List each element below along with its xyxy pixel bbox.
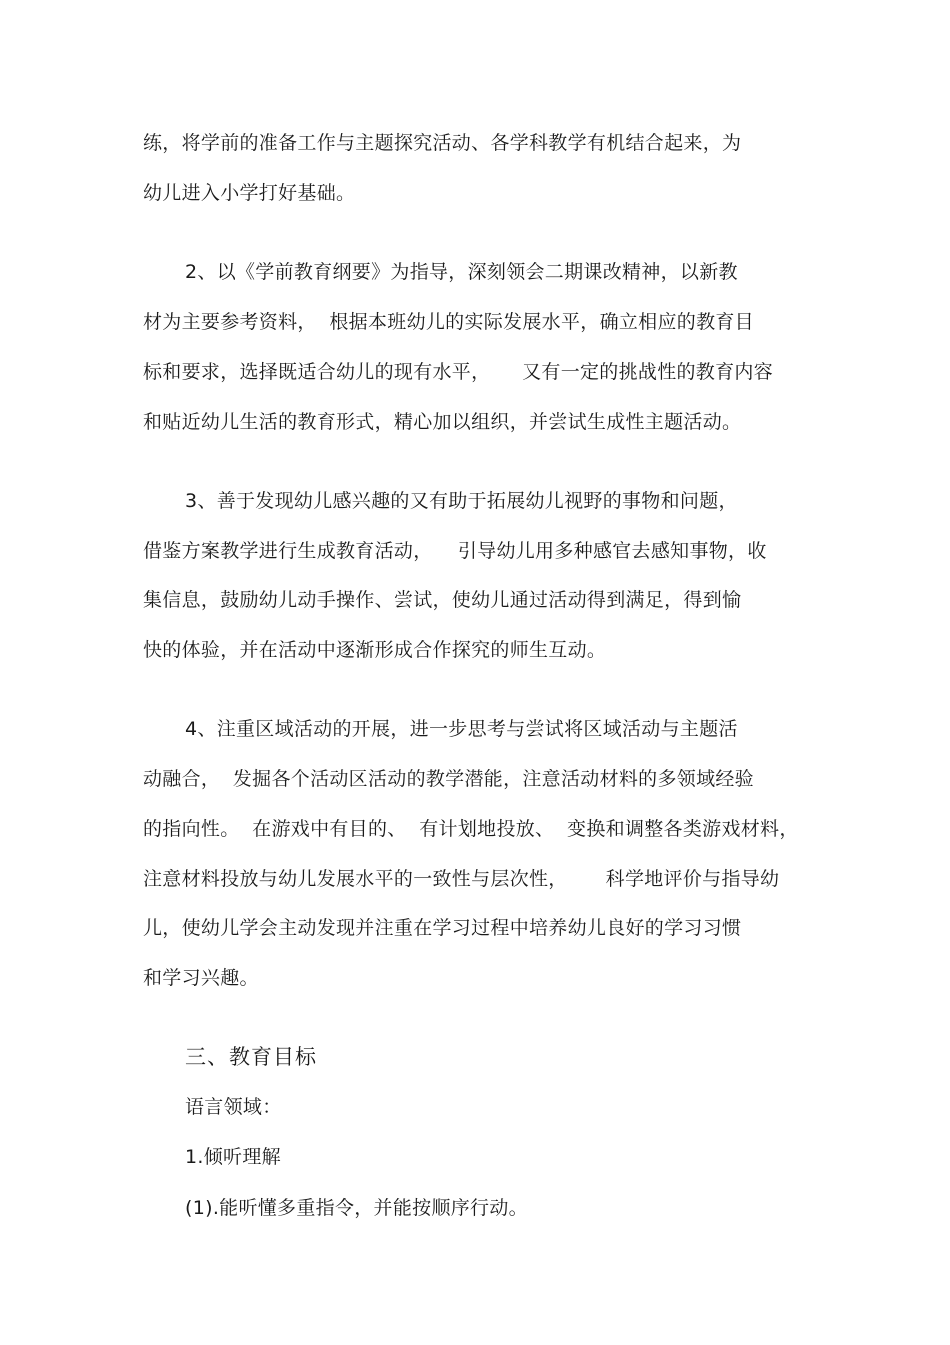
para3-line-3: 集信息，鼓励幼儿动手操作、尝试，使幼儿通过活动得到满足，得到愉 [143,589,742,611]
section-title: 三、教育目标 [185,1045,317,1069]
para2-line-1: 2、以《学前教育纲要》为指导，深刻领会二期课改精神，以新教 [185,261,738,283]
para4-line-3: 的指向性。 在游戏中有目的、 有计划地投放、 变换和调整各类游戏材料， [143,818,799,840]
para4-line-1: 4、注重区域活动的开展，进一步思考与尝试将区域活动与主题活 [185,718,738,740]
para4-line-2: 动融合， 发掘各个活动区活动的教学潜能，注意活动材料的多领域经验 [143,768,754,790]
section-subtitle: 语言领域： [185,1096,282,1118]
para4-line-4: 注意材料投放与幼儿发展水平的一致性与层次性， 科学地评价与指导幼 [143,868,780,890]
para3-line-1: 3、善于发现幼儿感兴趣的又有助于拓展幼儿视野的事物和问题， [185,490,738,512]
para4-line-6: 和学习兴趣。 [143,967,259,989]
para2-line-4: 和贴近幼儿生活的教育形式，精心加以组织，并尝试生成性主题活动。 [143,411,742,433]
para3-line-4: 快的体验，并在活动中逐渐形成合作探究的师生互动。 [143,639,607,661]
para1-line-2: 幼儿进入小学打好基础。 [143,182,356,204]
list-item-1: 1.倾听理解 [185,1146,281,1168]
para3-line-2: 借鉴方案教学进行生成教育活动， 引导幼儿用多种感官去感知事物，收 [143,540,767,562]
para4-line-5: 儿，使幼儿学会主动发现并注重在学习过程中培养幼儿良好的学习习惯 [143,917,742,939]
para1-line-1: 练，将学前的准备工作与主题探究活动、各学科教学有机结合起来，为 [143,132,742,154]
list-item-1-1: (1).能听懂多重指令，并能按顺序行动。 [185,1197,528,1219]
para2-line-3: 标和要求，选择既适合幼儿的现有水平， 又有一定的挑战性的教育内容 [143,361,773,383]
para2-line-2: 材为主要参考资料， 根据本班幼儿的实际发展水平，确立相应的教育目 [143,311,754,333]
